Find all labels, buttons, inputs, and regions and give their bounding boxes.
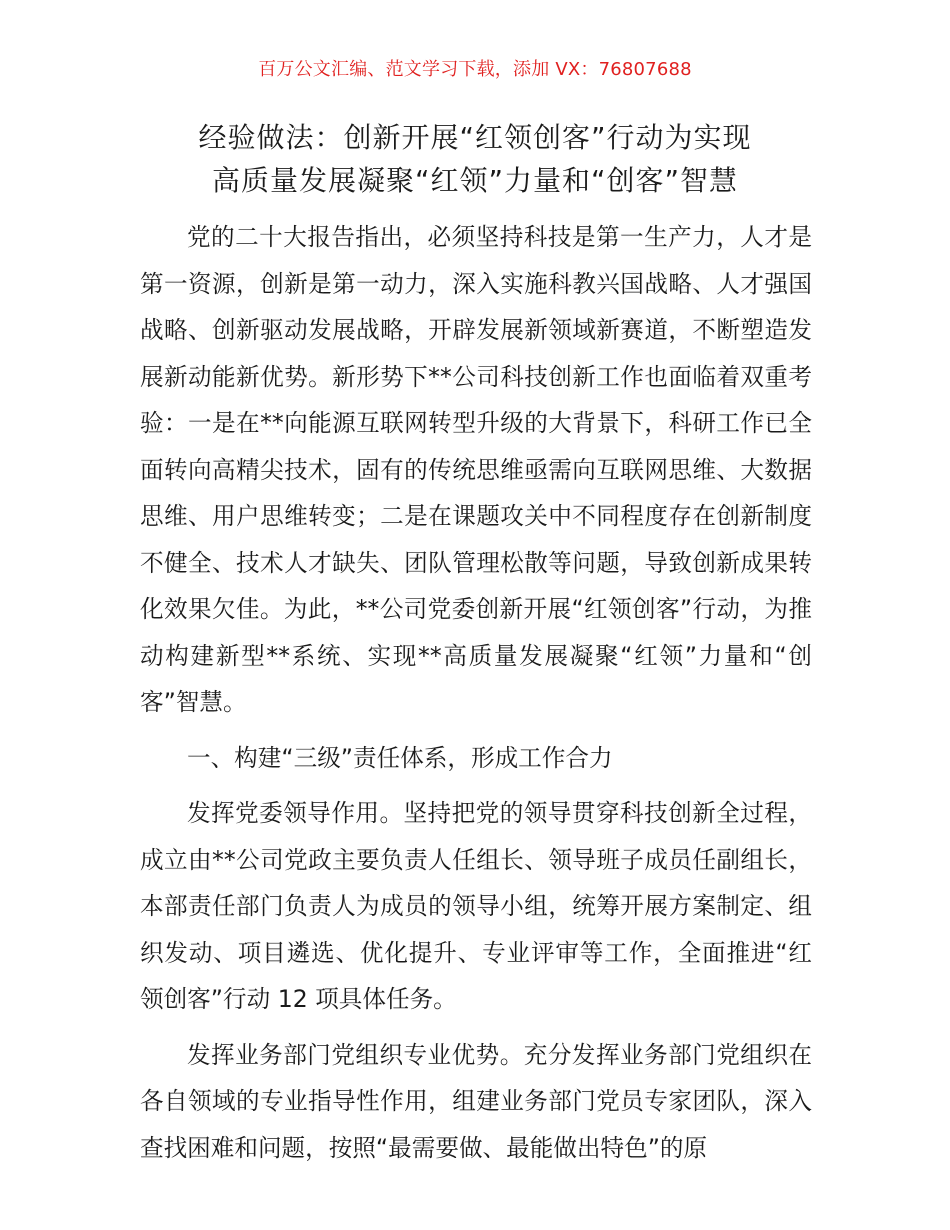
title-line-1: 经验做法：创新开展“红领创客”行动为实现: [198, 121, 752, 154]
paragraph-business-departments: 发挥业务部门党组织专业优势。充分发挥业务部门党组织在各自领域的专业指导性作用，组建业务部门党员专家团队，深入查找困难和问题，按照“最需要做、最能做出特色”的原: [140, 1040, 812, 1162]
intro-paragraph: 党的二十大报告指出，必须坚持科技是第一生产力，人才是第一资源，创新是第一动力，深入实施科教兴国战略、人才强国战略、创新驱动发展战略，开辟发展新领域新赛道，不断塑造发展新动能新优势。新形势下**公司科技创新工作也面临着双重考验：一是在**向能源互联网转型升级的大背景下，科研工作已全面转向高精尖技术，固有的传统思维亟需向互联网思维、大数据思维、用户思维转变；二是在课题攻关中不同程度存在创新制度不健全、技术人才缺失、团队管理松散等问题，导致创新成果转化效果欠佳。为此，**公司党委创新开展“红领创客”行动，为推动构建新型**系统、实现**高质量发展凝聚“红领”力量和“创客”智慧。: [140, 223, 812, 716]
document-title: [140, 116, 810, 202]
title-line-2: 高质量发展凝聚“红领”力量和“创客”智慧: [211, 164, 739, 197]
section-heading-1: 一、构建“三级”责任体系，形成工作合力: [187, 743, 613, 772]
watermark-header: 百万公文汇编、范文学习下载，添加 VX：76807688: [258, 59, 692, 80]
document-body: [140, 214, 812, 1171]
paragraph-party-committee: 发挥党委领导作用。坚持把党的领导贯穿科技创新全过程，成立由**公司党政主要负责人任组长、领导班子成员任副组长，本部责任部门负责人为成员的领导小组，统筹开展方案制定、组织发动、项目遴选、优化提升、专业评审等工作，全面推进“红领创客”行动 12 项具体任务。: [140, 799, 812, 1013]
